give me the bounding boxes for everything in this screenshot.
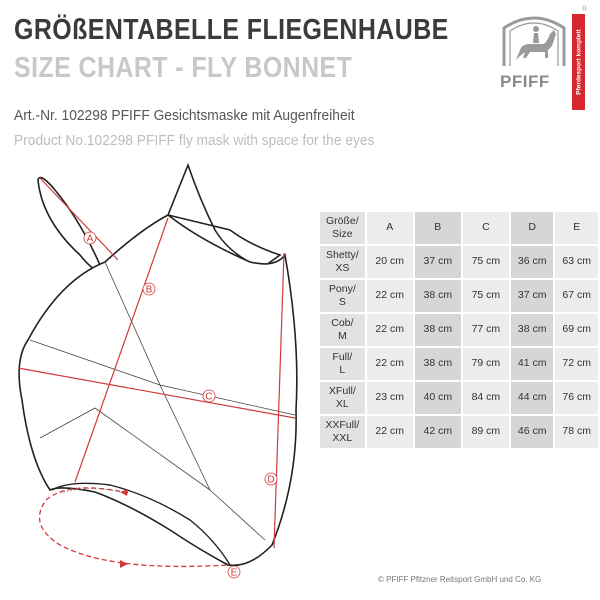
article-number-de: Art.-Nr. 102298 PFIFF Gesichtsmaske mit Augenfreiheit (14, 107, 355, 124)
size-chart-table (318, 210, 600, 450)
size-label: XXFull/ XXL (320, 416, 365, 448)
cell-d: 38 cm (511, 314, 554, 346)
cell-b: 40 cm (415, 382, 461, 414)
size-label: XFull/ XL (320, 382, 365, 414)
cell-c: 75 cm (463, 280, 509, 312)
cell-e: 67 cm (555, 280, 598, 312)
cell-d: 41 cm (511, 348, 554, 380)
cell-a: 20 cm (367, 246, 413, 278)
page-title-de: GRÖßENTABELLE FLIEGENHAUBE (14, 14, 449, 46)
cell-c: 84 cm (463, 382, 509, 414)
cell-e: 69 cm (555, 314, 598, 346)
table-header-row (320, 212, 598, 244)
cell-c: 79 cm (463, 348, 509, 380)
table-row (320, 314, 598, 346)
cell-b: 42 cm (415, 416, 461, 448)
header-e: E (555, 212, 598, 244)
ear-outline (38, 178, 100, 272)
cell-c: 89 cm (463, 416, 509, 448)
logo-band-text: Pferdesport komplett (575, 29, 582, 95)
cell-a: 22 cm (367, 416, 413, 448)
label-a: A (86, 233, 94, 245)
cell-b: 38 cm (415, 348, 461, 380)
page-title-en: SIZE CHART - FLY BONNET (14, 52, 353, 84)
table-row (320, 280, 598, 312)
header-size: Größe/ Size (320, 212, 365, 244)
header-b: B (415, 212, 461, 244)
label-d: D (267, 474, 275, 486)
cell-a: 22 cm (367, 314, 413, 346)
cell-c: 75 cm (463, 246, 509, 278)
copyright: © PFIFF Pfitzner Reitsport GmbH und Co. KG (378, 575, 542, 584)
table-row (320, 348, 598, 380)
header-c: C (463, 212, 509, 244)
cell-d: 37 cm (511, 280, 554, 312)
cell-b: 37 cm (415, 246, 461, 278)
cell-a: 22 cm (367, 348, 413, 380)
table-row (320, 246, 598, 278)
cell-d: 46 cm (511, 416, 554, 448)
registered-mark: ® (582, 6, 588, 13)
logo-text: PFIFF (500, 72, 550, 91)
cell-e: 63 cm (555, 246, 598, 278)
cell-d: 44 cm (511, 382, 554, 414)
size-label: Pony/ S (320, 280, 365, 312)
article-number-en: Product No.102298 PFIFF fly mask with space for the eyes (14, 132, 375, 149)
cell-e: 72 cm (555, 348, 598, 380)
cell-b: 38 cm (415, 280, 461, 312)
size-label: Full/ L (320, 348, 365, 380)
fly-bonnet-diagram (0, 160, 320, 590)
size-label: Cob/ M (320, 314, 365, 346)
table-row (320, 382, 598, 414)
header-a: A (367, 212, 413, 244)
cell-a: 23 cm (367, 382, 413, 414)
label-e: E (230, 567, 238, 579)
table-row (320, 416, 598, 448)
cell-c: 77 cm (463, 314, 509, 346)
mask-outline (19, 215, 297, 565)
cell-b: 38 cm (415, 314, 461, 346)
label-b: B (145, 284, 153, 296)
logo-band (572, 14, 585, 110)
header-d: D (511, 212, 554, 244)
cell-a: 22 cm (367, 280, 413, 312)
cell-e: 76 cm (555, 382, 598, 414)
cell-e: 78 cm (555, 416, 598, 448)
cell-d: 36 cm (511, 246, 554, 278)
size-label: Shetty/ XS (320, 246, 365, 278)
label-c: C (205, 391, 213, 403)
